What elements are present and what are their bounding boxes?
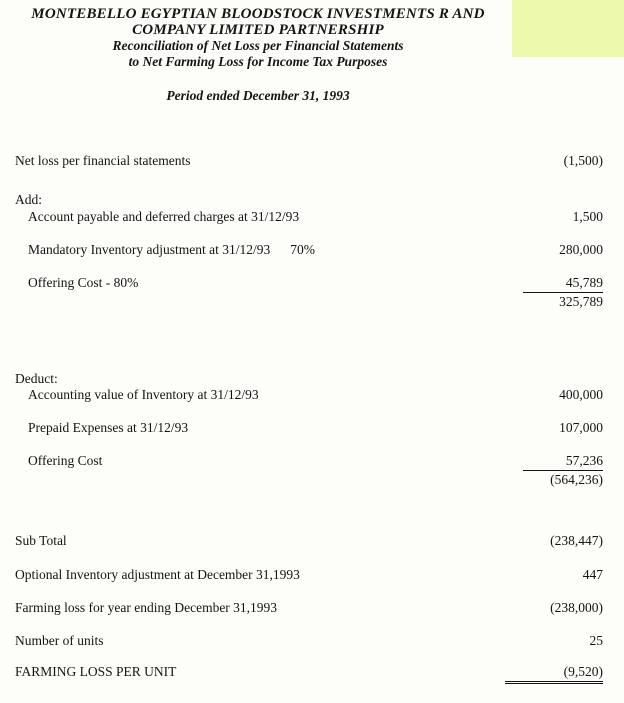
row-amount: 57,236: [523, 453, 603, 471]
row-label: FARMING LOSS PER UNIT: [15, 664, 177, 679]
row-label: Offering Cost: [28, 453, 103, 468]
row-number-of-units: [15, 633, 603, 648]
corner-highlight: [512, 0, 624, 57]
row-optional-adjustment: [15, 567, 603, 582]
row-net-loss: [15, 153, 603, 168]
row-prepaid-expenses: [28, 420, 603, 435]
row-sub-total: [15, 533, 603, 548]
row-label-text: Mandatory Inventory adjustment at 31/12/93: [28, 242, 271, 257]
row-amount: (1,500): [563, 153, 603, 168]
row-label: Offering Cost - 80%: [28, 275, 139, 290]
row-amount: 107,000: [559, 420, 603, 435]
row-amount: (238,000): [550, 600, 603, 615]
row-amount: 447: [582, 567, 603, 582]
row-amount: 1,500: [572, 209, 603, 224]
row-label: Net loss per financial statements: [15, 153, 191, 168]
row-amount: 280,000: [559, 242, 603, 257]
statement-subtitle-line-1: Reconciliation of Net Loss per Financial Statements: [112, 38, 404, 53]
section-heading-label: Deduct:: [15, 371, 58, 386]
deduct-total-amount: (564,236): [550, 472, 603, 487]
row-label: Account payable and deferred charges at 31/12/93: [28, 209, 300, 224]
row-account-payable: [28, 209, 603, 224]
statement-subtitle-line-2: to Net Farming Loss for Income Tax Purposes: [128, 54, 388, 69]
row-label: Prepaid Expenses at 31/12/93: [28, 420, 189, 435]
document-header: [0, 6, 516, 104]
row-label: [28, 242, 315, 257]
company-title-line-2: COMPANY LIMITED PARTNERSHIP: [132, 22, 384, 38]
row-label: Sub Total: [15, 533, 67, 548]
row-label: Farming loss for year ending December 31,1993: [15, 600, 278, 615]
row-label: Accounting value of Inventory at 31/12/93: [28, 387, 259, 402]
add-section-heading: [15, 192, 603, 207]
row-add-total: [15, 294, 603, 309]
row-percentage-note: 70%: [290, 242, 315, 257]
row-amount: 25: [589, 633, 603, 648]
row-offering-cost: [28, 453, 603, 471]
company-title-line-1: MONTEBELLO EGYPTIAN BLOODSTOCK INVESTMENTS R AND: [31, 6, 485, 22]
row-farming-loss-per-unit: [15, 664, 603, 684]
section-heading-label: Add:: [15, 192, 42, 207]
row-farming-loss-year: [15, 600, 603, 615]
row-deduct-total: [15, 472, 603, 487]
row-amount: 45,789: [523, 275, 603, 293]
row-amount: 400,000: [559, 387, 603, 402]
row-offering-cost-80: [28, 275, 603, 293]
row-amount: (9,520): [505, 664, 603, 684]
add-total-amount: 325,789: [559, 294, 603, 309]
row-label: Number of units: [15, 633, 104, 648]
row-mandatory-inventory: [28, 242, 603, 257]
period-line: Period ended December 31, 1993: [166, 88, 350, 103]
row-accounting-value: [28, 387, 603, 402]
deduct-section-heading: [15, 371, 603, 386]
row-amount: (238,447): [550, 533, 603, 548]
row-label: Optional Inventory adjustment at December 31,1993: [15, 567, 300, 582]
